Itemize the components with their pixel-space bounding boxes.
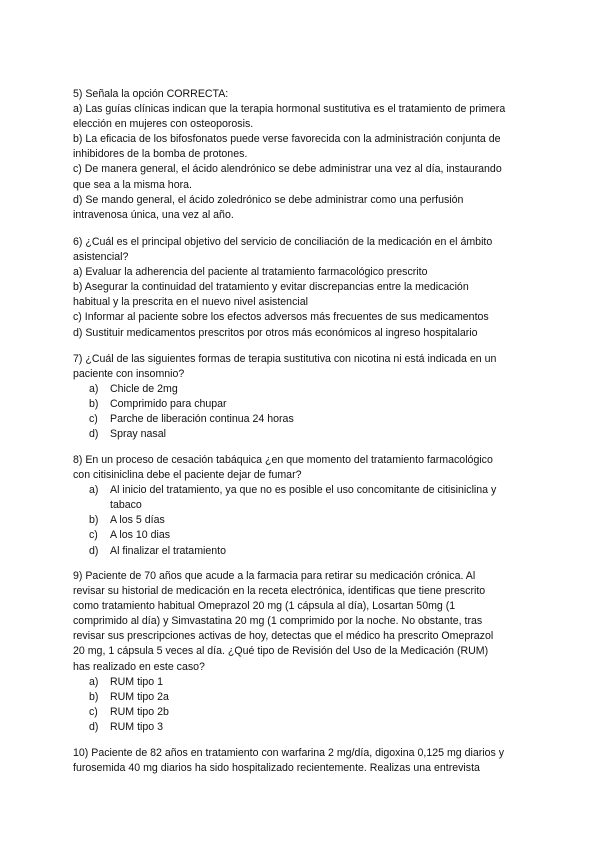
list-item: d) Al finalizar el tratamiento [89,544,226,557]
question-5 [73,87,531,223]
question-9-options [73,675,531,735]
list-item: d) Spray nasal [89,428,166,441]
list-item: c) Parche de liberación continua 24 horas [89,413,294,426]
list-item: a) Al inicio del tratamiento, ya que no es posible el uso concomitante de citisiniclina y tabaco [89,484,497,512]
question-5-option-a-cont: elección en mujeres con osteoporosis. [73,118,254,131]
question-10-stem-cont: furosemida 40 mg diarios ha sido hospitalizado recientemente. Realizas una entrevista [73,762,480,775]
list-item: a) RUM tipo 1 [89,675,163,688]
question-7-stem-cont: paciente con insomnio? [73,368,185,381]
list-item: b) Comprimido para chupar [89,398,227,411]
question-5-option-c-cont: que sea a la misma hora. [73,178,192,191]
question-9-stem: 9) Paciente de 70 años que acude a la farmacia para retirar su medicación crónica. Al [73,570,476,582]
question-6-option-c: c) Informar al paciente sobre los efectos adversos más frecuentes de sus medicamentos [73,311,489,324]
question-8-options [73,483,531,558]
question-6-option-d: d) Sustituir medicamentos prescritos por otros más económicos al ingreso hospitalario [73,326,478,339]
question-10-stem: 10) Paciente de 82 años en tratamiento con warfarina 2 mg/día, digoxina 0,125 mg diarios y [73,747,505,759]
question-6-stem-cont: asistencial? [73,251,129,264]
question-5-option-a: a) Las guías clínicas indican que la terapia hormonal sustitutiva es el tratamiento de primera [73,103,506,116]
question-9 [73,569,531,735]
question-8-stem-cont: con citisiniclina debe el paciente dejar de fumar? [73,469,302,482]
list-item: a) Chicle de 2mg [89,383,178,396]
question-5-option-b-cont: inhibidores de la bomba de protones. [73,148,248,161]
question-9-stem-cont: revisar su historial de medicación en la receta electrónica, identificas que tiene prescrito [73,585,486,598]
question-9-stem-cont: comprimido al día) y Simvastatina 20 mg (1 comprimido por la noche. No obstante, tras [73,615,483,628]
question-8-stem: 8) En un proceso de cesación tabáquica ¿en que momento del tratamiento farmacológico [73,454,493,466]
question-5-option-c: c) De manera general, el ácido alendrónico se debe administrar una vez al día, instaurando [73,163,502,176]
question-6-option-b: b) Asegurar la continuidad del tratamiento y evitar discrepancias entre la medicación [73,281,469,294]
question-9-stem-cont: 20 mg, 1 cápsula 5 veces al día. ¿Qué tipo de Revisión del Uso de la Medicación (RUM) [73,645,489,658]
list-item: b) RUM tipo 2a [89,690,169,703]
question-7-stem: 7) ¿Cuál de las siguientes formas de terapia sustitutiva con nicotina ni está indicada en un [73,353,497,365]
question-10 [73,746,531,776]
question-8 [73,453,531,559]
question-5-option-d: d) Se mando general, el ácido zoledrónico se debe administrar como una perfusión [73,193,464,206]
question-9-stem-cont: revisar sus prescripciones activas de hoy, detectas que el médico ha prescrito Omeprazol [73,630,494,643]
question-5-option-d-cont: intravenosa única, una vez al año. [73,208,234,221]
list-item: d) RUM tipo 3 [89,720,163,733]
question-6-stem: 6) ¿Cuál es el principal objetivo del servicio de conciliación de la medicación en el ámbito [73,236,493,248]
list-item: c) RUM tipo 2b [89,705,169,718]
question-6-option-b-cont: habitual y la prescrita en el nuevo nivel asistencial [73,296,308,309]
question-9-stem-cont: has realizado en este caso? [73,660,205,673]
list-item: b) A los 5 días [89,514,165,527]
question-5-stem: 5) Señala la opción CORRECTA: [73,88,229,100]
question-6-option-a: a) Evaluar la adherencia del paciente al tratamiento farmacológico prescrito [73,266,428,279]
question-7-options [73,382,531,442]
question-6 [73,235,531,341]
question-7 [73,352,531,443]
question-5-option-b: b) La eficacia de los bifosfonatos puede verse favorecida con la administración conjunta de [73,133,501,146]
question-9-stem-cont: como tratamiento habitual Omeprazol 20 mg (1 cápsula al día), Losartan 50mg (1 [73,600,456,613]
list-item: c) A los 10 dias [89,529,171,542]
